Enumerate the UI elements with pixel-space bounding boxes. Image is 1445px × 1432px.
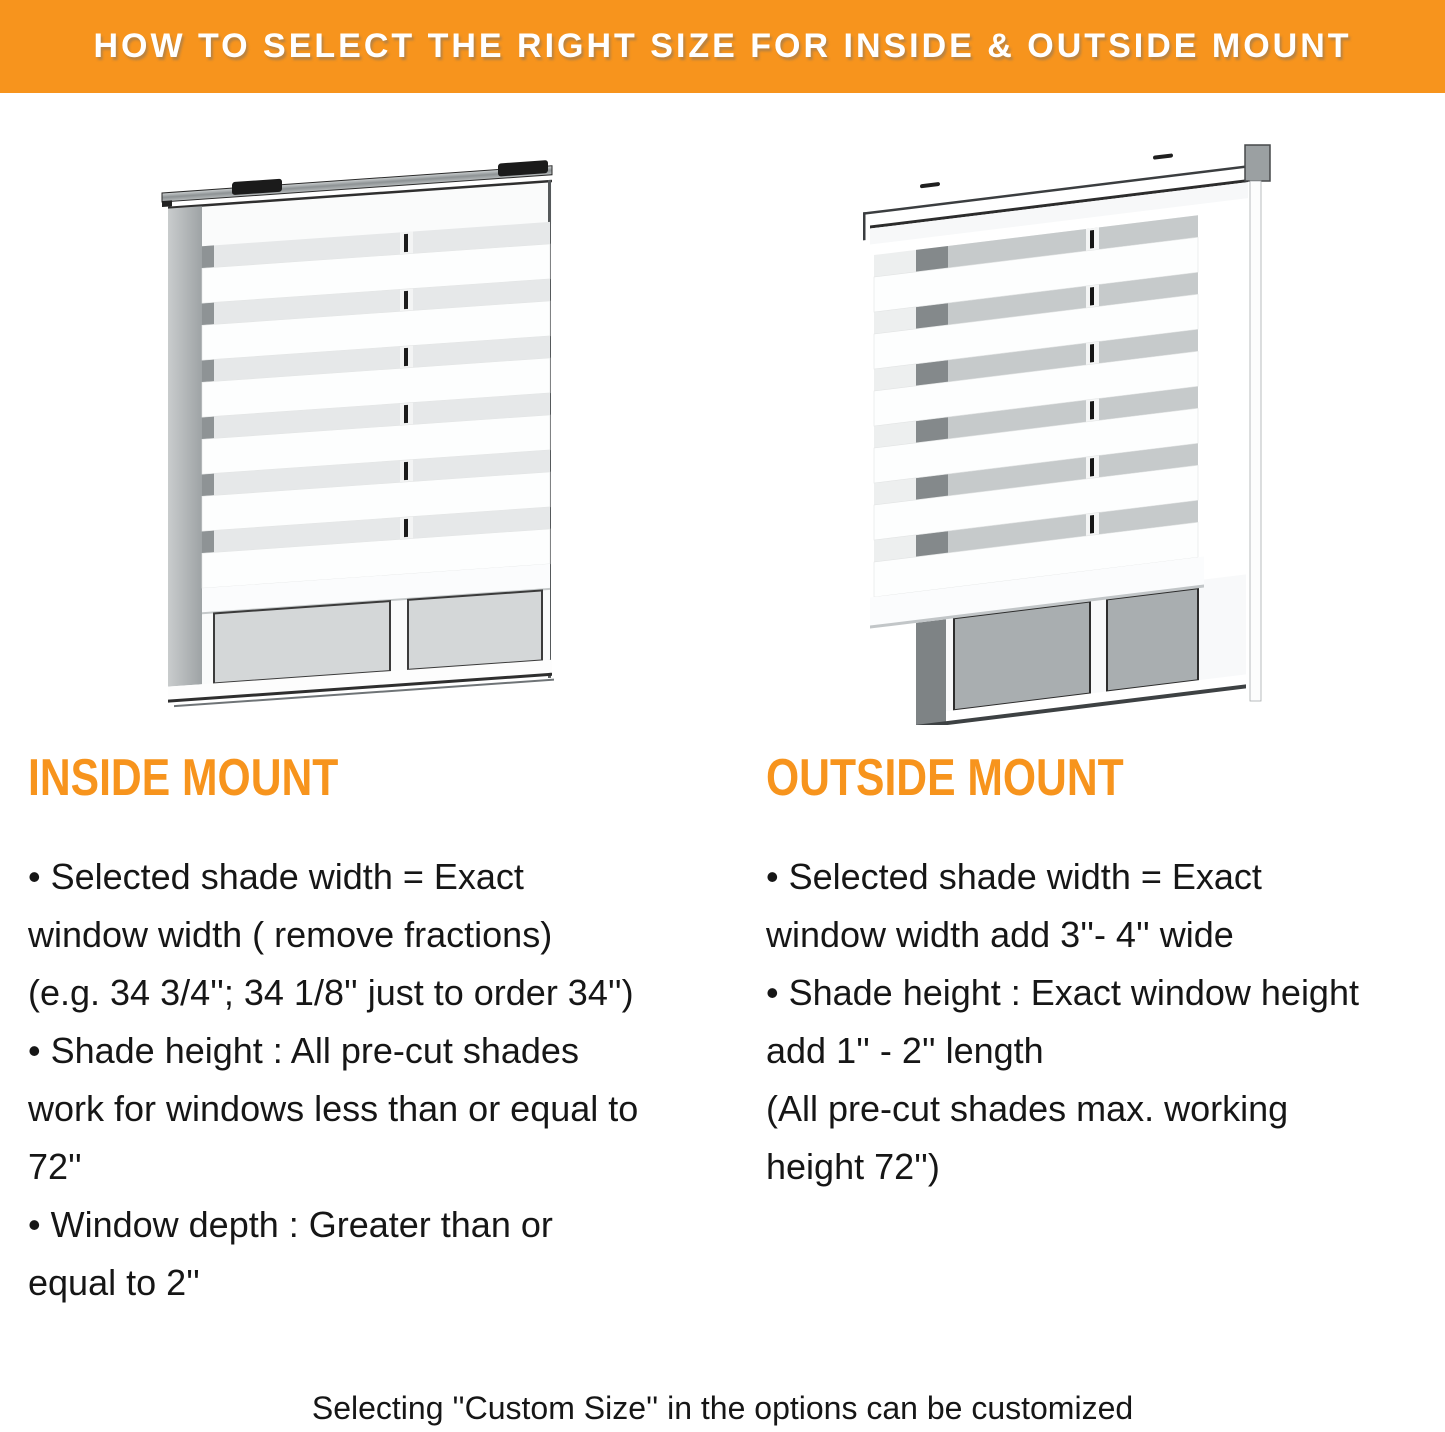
footer-note: Selecting ''Custom Size'' in the options can be customized	[311, 1390, 1134, 1426]
inside-mount-illustration	[148, 138, 608, 728]
text-line: window width add 3''- 4'' wide	[766, 914, 1234, 955]
zebra-blind	[870, 215, 1204, 629]
inside-mount-section	[28, 749, 733, 1312]
inside-mount-bullets	[28, 848, 733, 1312]
outside-mount-illustration	[858, 135, 1318, 725]
text-line: work for windows less than or equal to	[28, 1088, 639, 1129]
text-line: add 1'' - 2'' length	[766, 1030, 1044, 1071]
text-line: • Selected shade width = Exact	[766, 856, 1262, 897]
zebra-blind	[202, 222, 550, 615]
text-line: height 72'')	[766, 1146, 940, 1187]
outside-mount-section	[766, 749, 1436, 1196]
inside-mount-heading: INSIDE MOUNT	[28, 749, 339, 807]
text-line: equal to 2''	[28, 1262, 200, 1303]
text-line: • Window depth : Greater than or	[28, 1204, 553, 1245]
text-line: • Shade height : All pre-cut shades	[28, 1030, 579, 1071]
text-line: • Selected shade width = Exact	[28, 856, 524, 897]
text-line: (All pre-cut shades max. working	[766, 1088, 1289, 1129]
outside-mount-heading: OUTSIDE MOUNT	[766, 749, 1124, 807]
outside-mount-bullets	[766, 848, 1436, 1196]
banner	[0, 0, 1445, 93]
text-line: window width ( remove fractions)	[28, 914, 553, 955]
banner-title: HOW TO SELECT THE RIGHT SIZE FOR INSIDE & OUTSIDE MOUNT	[93, 27, 1352, 65]
text-line: • Shade height : Exact window height	[766, 972, 1359, 1013]
text-line: (e.g. 34 3/4''; 34 1/8'' just to order 34'')	[28, 972, 634, 1013]
mounting-bracket	[1245, 145, 1270, 701]
text-line: 72''	[28, 1146, 82, 1187]
